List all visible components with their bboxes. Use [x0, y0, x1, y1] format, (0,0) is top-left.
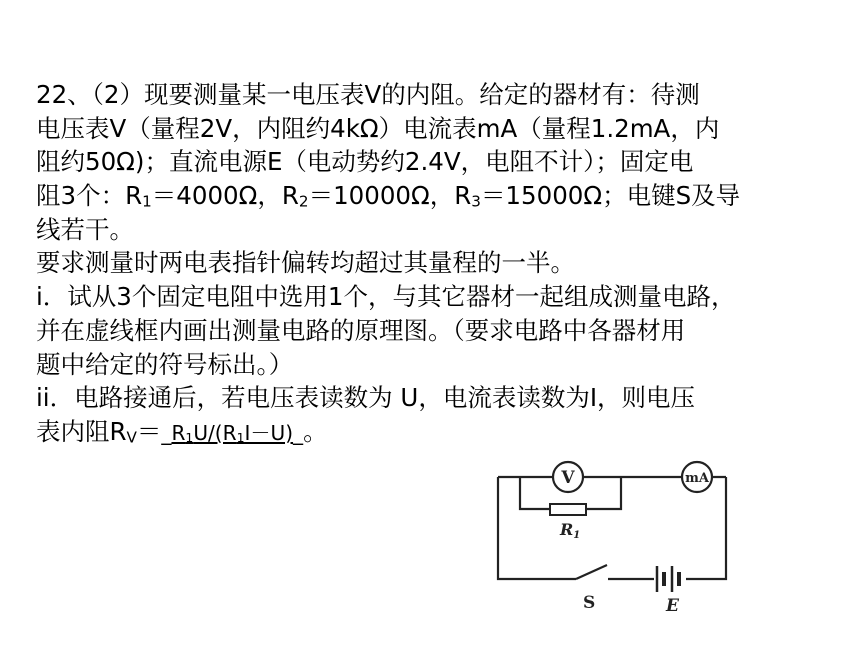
text-segment: 表内阻R — [36, 416, 127, 446]
problem-line-resistor-values — [36, 179, 836, 213]
subscript: 2 — [298, 192, 309, 211]
problem-line: 线若干。 — [36, 214, 134, 244]
problem-line: 电压表V（量程2V，内阻约4kΩ）电流表mA（量程1.2mA，内 — [36, 113, 720, 143]
subscript: V — [126, 428, 137, 447]
switch-s — [576, 565, 607, 579]
text-segment: 。 — [303, 416, 328, 446]
text-segment: 阻3个：R — [36, 181, 143, 211]
answer-formula — [161, 421, 303, 445]
switch-label: S — [583, 593, 596, 613]
text-segment: ＝15000Ω；电键S及导 — [480, 181, 741, 211]
problem-line: i．试从3个固定电阻中选用1个，与其它器材一起组成测量电路， — [36, 282, 736, 312]
resistor-r1 — [550, 504, 586, 515]
text-segment: ＝4000Ω，R — [151, 181, 299, 211]
answer-underlined — [171, 421, 293, 445]
problem-line: 并在虚线框内画出测量电路的原理图。（要求电路中各器材用 — [36, 315, 686, 345]
answer-blank: _ — [161, 420, 172, 445]
problem-text — [36, 78, 836, 449]
problem-line-answer — [36, 415, 836, 449]
text-segment: ＝ — [136, 416, 162, 446]
problem-line: 阻约50Ω)；直流电源E（电动势约2.4V，电阻不计）；固定电 — [36, 147, 694, 177]
resistor-label: R1 — [560, 520, 581, 541]
problem-line: 题中给定的符号标出。） — [36, 349, 294, 379]
answer-blank: _ — [293, 420, 304, 445]
subscript: 1 — [236, 429, 245, 445]
voltmeter-label: V — [561, 468, 575, 488]
problem-line: 要求测量时两电表指针偏转均超过其量程的一半。 — [36, 248, 575, 278]
text-segment: I－U) — [244, 420, 294, 445]
problem-line: ii．电路接通后，若电压表读数为 U，电流表读数为I，则电压 — [36, 383, 696, 413]
subscript: 1 — [142, 192, 152, 211]
subscript: 3 — [471, 192, 481, 211]
text-segment: U/(R — [193, 420, 237, 445]
problem-line: 22、（2）现要测量某一电压表V的内阻。给定的器材有：待测 — [36, 80, 700, 109]
battery-label: E — [666, 596, 679, 616]
text-segment: R — [171, 420, 186, 445]
ammeter-label: mA — [685, 471, 709, 486]
text-segment: ＝10000Ω，R — [308, 181, 472, 211]
circuit-diagram — [480, 455, 740, 645]
subscript: 1 — [185, 429, 194, 445]
